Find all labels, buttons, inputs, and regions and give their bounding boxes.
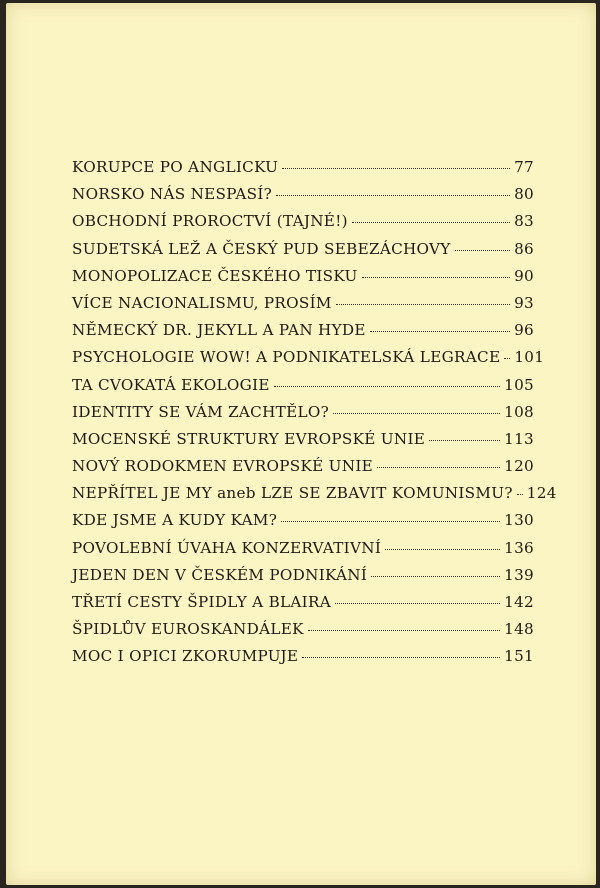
toc-entry <box>72 376 534 403</box>
toc-page-number: 139 <box>504 565 534 584</box>
dot-leader <box>336 304 510 305</box>
toc-entry <box>72 566 534 593</box>
toc-page-number: 108 <box>504 402 534 421</box>
dot-leader <box>455 250 510 251</box>
toc-entry <box>72 294 534 321</box>
dot-leader <box>362 277 511 278</box>
toc-title: MONOPOLIZACE ČESKÉHO TISKU <box>72 266 358 285</box>
toc-page-number: 90 <box>514 266 534 285</box>
toc-page-number: 83 <box>514 212 534 231</box>
dot-leader <box>335 603 500 604</box>
toc-entry <box>72 593 534 620</box>
toc-title: NEPŘÍTEL JE MY aneb LZE SE ZBAVIT KOMUNISMU? <box>72 484 513 503</box>
toc-title: POVOLEBNÍ ÚVAHA KONZERVATIVNÍ <box>72 538 382 557</box>
toc-title: NĚMECKÝ DR. JEKYLL A PAN HYDE <box>72 321 366 340</box>
toc-page-number: 124 <box>526 484 557 503</box>
toc-title: ŠPIDLŮV EUROSKANDÁLEK <box>72 620 304 639</box>
dot-leader <box>429 440 500 441</box>
toc-page-number: 136 <box>504 538 534 557</box>
toc-page-number: 148 <box>504 620 534 639</box>
toc-title: KORUPCE PO ANGLICKU <box>72 158 279 176</box>
toc-title: NORSKO NÁS NESPASÍ? <box>72 185 273 204</box>
dot-leader <box>308 630 500 631</box>
toc-entry <box>72 240 534 267</box>
toc-entry <box>72 511 534 538</box>
toc-entry <box>72 158 534 185</box>
toc-title: OBCHODNÍ PROROCTVÍ (TAJNÉ!) <box>72 212 348 231</box>
toc-title: NOVÝ RODOKMEN EVROPSKÉ UNIE <box>72 457 374 476</box>
toc-entry <box>72 620 534 647</box>
toc-page-number: 151 <box>504 647 534 666</box>
dot-leader <box>504 358 510 359</box>
dot-leader <box>370 331 510 332</box>
toc-page-number: 93 <box>514 293 534 312</box>
toc-entry <box>72 647 534 674</box>
toc-entry <box>72 403 534 430</box>
toc-title: KDE JSME A KUDY KAM? <box>72 511 278 530</box>
dot-leader <box>276 195 510 196</box>
toc-entry <box>72 321 534 348</box>
toc-page-number: 101 <box>514 348 545 367</box>
toc-page-number: 105 <box>504 375 534 394</box>
toc-title: VÍCE NACIONALISMU, PROSÍM <box>72 293 332 312</box>
dot-leader <box>517 494 523 495</box>
dot-leader <box>371 576 500 577</box>
dot-leader <box>282 168 510 169</box>
dot-leader <box>274 386 500 387</box>
toc-title: TŘETÍ CESTY ŠPIDLY A BLAIRA <box>72 593 331 611</box>
dot-leader <box>281 521 500 522</box>
toc-entry <box>72 267 534 294</box>
toc-page-number: 96 <box>514 321 534 340</box>
dot-leader <box>385 549 500 550</box>
toc-page-number: 130 <box>504 511 534 530</box>
toc-title: MOC I OPICI ZKORUMPUJE <box>72 647 299 666</box>
toc-entry <box>72 348 545 375</box>
toc-title: PSYCHOLOGIE WOW! A PODNIKATELSKÁ LEGRACE <box>72 348 501 367</box>
toc-page-number: 142 <box>504 593 534 611</box>
dot-leader <box>302 657 500 658</box>
toc-entry <box>72 430 534 457</box>
toc-page-number: 77 <box>514 158 534 176</box>
toc-title: IDENTITY SE VÁM ZACHTĚLO? <box>72 402 330 421</box>
toc-title: JEDEN DEN V ČESKÉM PODNIKÁNÍ <box>72 565 368 584</box>
toc-title: MOCENSKÉ STRUKTURY EVROPSKÉ UNIE <box>72 429 426 448</box>
toc-entry <box>72 484 557 511</box>
toc-page-number: 120 <box>504 457 534 476</box>
toc-page-number: 113 <box>504 429 534 448</box>
toc-entry <box>72 457 534 484</box>
toc-page-number: 80 <box>514 185 534 204</box>
toc-entry <box>72 212 534 239</box>
toc-entry <box>72 185 534 212</box>
toc-title: TA CVOKATÁ EKOLOGIE <box>72 375 270 394</box>
table-of-contents <box>72 158 557 675</box>
toc-title: SUDETSKÁ LEŽ A ČESKÝ PUD SEBEZÁCHOVY <box>72 239 451 258</box>
toc-entry <box>72 539 534 566</box>
toc-page-number: 86 <box>514 239 534 258</box>
book-page <box>6 3 596 885</box>
dot-leader <box>333 413 500 414</box>
dot-leader <box>377 467 500 468</box>
dot-leader <box>352 222 510 223</box>
